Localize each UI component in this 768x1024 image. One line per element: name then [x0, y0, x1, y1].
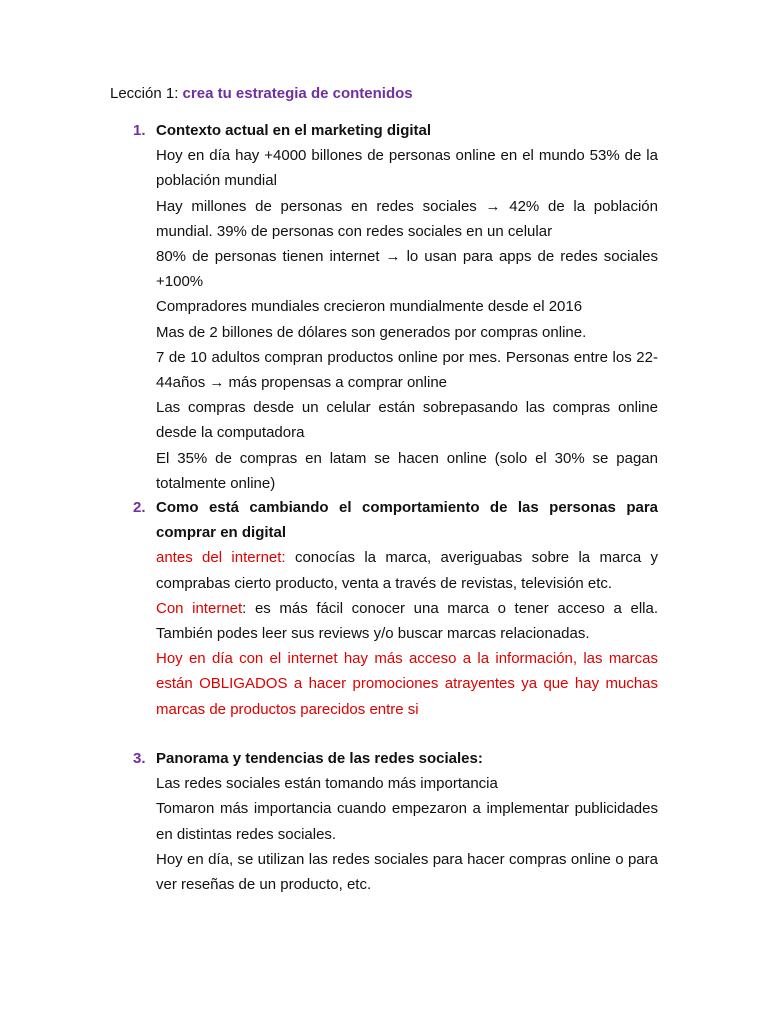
section-2-paragraph-2: Con internet: es más fácil conocer una marca o tener acceso a ella. También podes leer sus reviews y/o buscar marcas relacionadas. — [156, 599, 658, 643]
section-2-content — [156, 495, 658, 722]
section-3-paragraph-3: Hoy en día, se utilizan las redes sociales para hacer compras online o para ver reseñas de un producto, etc. — [156, 850, 658, 894]
lesson-title-accent: crea tu estrategia de contenidos — [182, 85, 413, 102]
section-3-paragraph-1: Las redes sociales están tomando más importancia — [156, 775, 498, 793]
arrow-right-icon: → — [385, 248, 401, 266]
section-1-paragraph-8: El 35% de compras en latam se hacen online (solo el 30% se pagan totalmente online) — [156, 449, 658, 492]
before-internet-label: antes del internet: — [156, 549, 286, 567]
section-1-paragraph-4: Compradores mundiales crecieron mundialmente desde el 2016 — [156, 298, 583, 316]
lesson-title — [110, 84, 413, 104]
section-1-content — [156, 118, 658, 496]
section-1-paragraph-7: Las compras desde un celular están sobrepasando las compras online desde la computadora — [156, 399, 658, 442]
arrow-right-icon: → — [485, 197, 501, 215]
section-2-heading: Como está cambiando el comportamiento de las personas para comprar en digital — [156, 499, 658, 542]
arrow-right-icon: → — [209, 374, 225, 392]
section-2-paragraph-3: Hoy en día con el internet hay más acceso a la información, las marcas están OBLIGADOS a hacer promociones atrayentes ya que hay muchas marcas de productos parecidos entre si — [156, 650, 658, 718]
section-3-paragraph-2: Tomaron más importancia cuando empezaron a implementar publicidades en distintas redes sociales. — [156, 800, 658, 843]
lesson-title-prefix: Lección 1: — [110, 85, 183, 102]
section-2-number: 2. — [133, 499, 146, 516]
section-1-paragraph-1: Hoy en día hay +4000 billones de personas online en el mundo 53% de la población mundial — [156, 147, 658, 190]
section-2-paragraph-1: antes del internet: conocías la marca, averiguabas sobre la marca y comprabas cierto producto, venta a través de revistas, televisión etc. — [156, 549, 658, 592]
section-3-content — [156, 746, 658, 897]
section-1-paragraph-2: Hay millones de personas en redes sociales → 42% de la población mundial. 39% de personas con redes sociales en un celular — [156, 197, 658, 240]
section-3-number: 3. — [133, 750, 146, 767]
section-3-heading: Panorama y tendencias de las redes sociales: — [156, 750, 483, 767]
section-1-heading: Contexto actual en el marketing digital — [156, 122, 432, 139]
section-1-paragraph-3: 80% de personas tienen internet → lo usan para apps de redes sociales +100% — [156, 248, 659, 291]
section-1-paragraph-6: 7 de 10 adultos compran productos online por mes. Personas entre los 22-44años → más propensas a comprar online — [156, 348, 658, 392]
with-internet-label: Con internet — [156, 599, 243, 617]
section-1-number: 1. — [133, 122, 146, 139]
section-1-paragraph-5: Mas de 2 billones de dólares son generados por compras online. — [156, 323, 587, 341]
